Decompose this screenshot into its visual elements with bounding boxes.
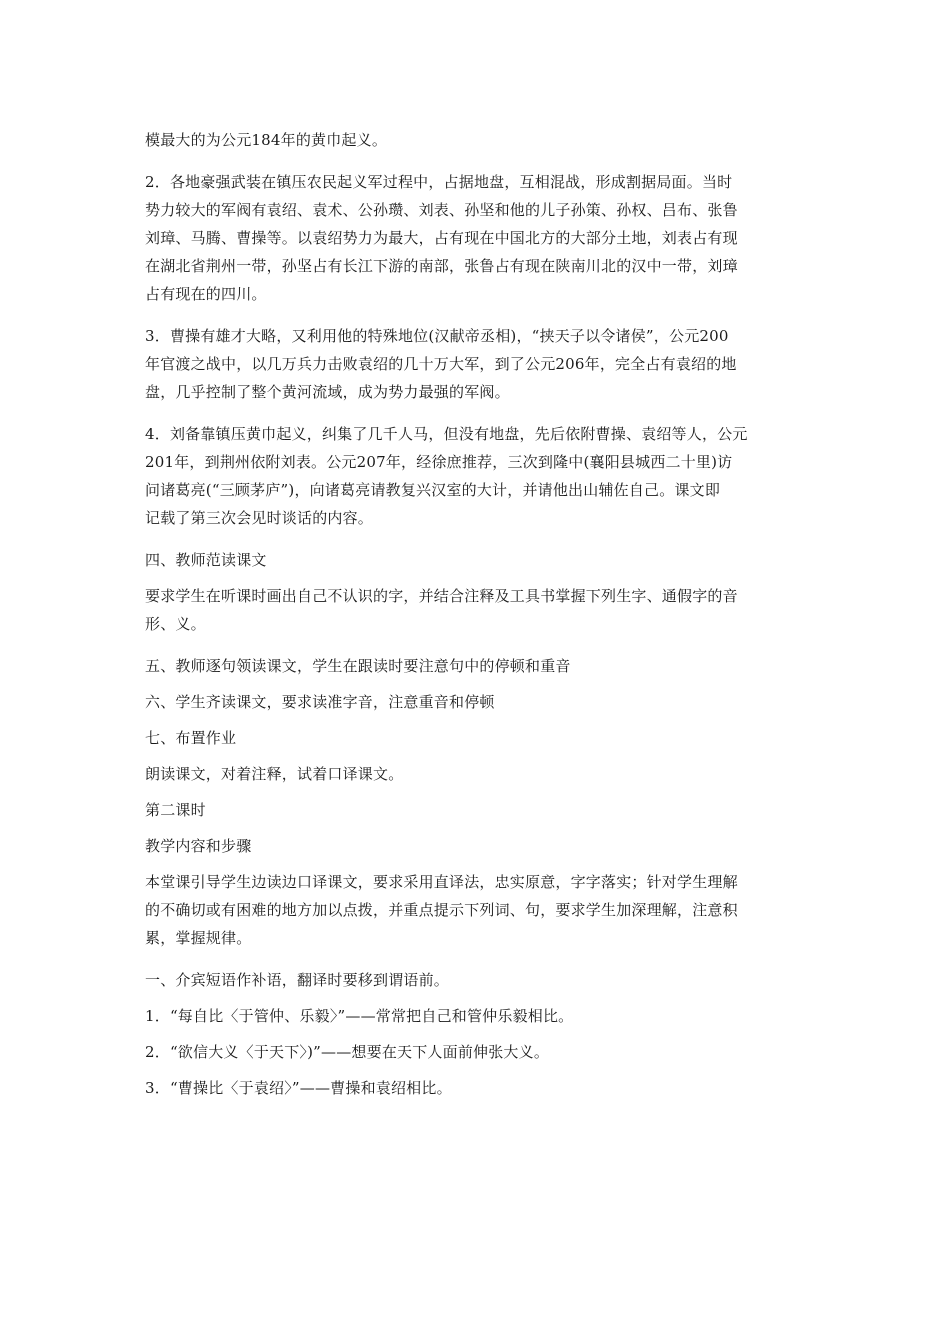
text-line: 要求学生在听课时画出自己不认识的字，并结合注释及工具书掌握下列生字、通假字的音 xyxy=(145,587,738,605)
lesson-heading xyxy=(145,796,810,824)
section-heading-4 xyxy=(145,546,810,574)
paragraph-7 xyxy=(145,868,810,952)
text-line: 本堂课引导学生边读边口译课文，要求采用直译法，忠实原意，字字落实；针对学生理解 xyxy=(145,873,738,891)
list-item xyxy=(145,1038,810,1066)
text-line: 2．各地豪强武装在镇压农民起义军过程中，占据地盘，互相混战，形成割据局面。当时 xyxy=(145,173,733,191)
text-line: 一、介宾短语作补语，翻译时要移到谓语前。 xyxy=(145,971,450,989)
paragraph-5 xyxy=(145,582,810,638)
text-line: 问诸葛亮(“三顾茅庐”)，向诸葛亮请教复兴汉室的大计，并请他出山辅佐自己。课文即 xyxy=(145,481,721,499)
list-item xyxy=(145,1074,810,1102)
subheading xyxy=(145,832,810,860)
text-line: 七、布置作业 xyxy=(145,729,237,747)
text-line: 占有现在的四川。 xyxy=(145,285,267,303)
text-line: 3．曹操有雄才大略，又利用他的特殊地位(汉献帝丞相)，“挟天子以令诸侯”，公元200 xyxy=(145,327,729,345)
section-heading-5 xyxy=(145,652,810,680)
paragraph-6 xyxy=(145,760,810,788)
text-line: 五、教师逐句领读课文，学生在跟读时要注意句中的停顿和重音 xyxy=(145,657,571,675)
text-line: 形、义。 xyxy=(145,615,206,633)
paragraph-2 xyxy=(145,168,810,308)
text-line: 的不确切或有困难的地方加以点拨，并重点提示下列词、句，要求学生加深理解，注意积 xyxy=(145,901,738,919)
text-line: 盘，几乎控制了整个黄河流域，成为势力最强的军阀。 xyxy=(145,383,510,401)
text-line: 四、教师范读课文 xyxy=(145,551,267,569)
text-line: 模最大的为公元184年的黄巾起义。 xyxy=(145,131,388,149)
paragraph-1 xyxy=(145,126,810,154)
text-line: 朗读课文，对着注释，试着口译课文。 xyxy=(145,765,404,783)
text-line: 201年，到荆州依附刘表。公元207年，经徐庶推荐，三次到隆中(襄阳县城西二十里)访 xyxy=(145,453,733,471)
text-line: 年官渡之战中，以几万兵力击败袁绍的几十万大军，到了公元206年，完全占有袁绍的地 xyxy=(145,355,737,373)
list-item xyxy=(145,1002,810,1030)
paragraph-4 xyxy=(145,420,810,532)
text-line: 2．“欲信大义〈于天下〉)”——想要在天下人面前伸张大义。 xyxy=(145,1043,550,1061)
text-line: 4．刘备靠镇压黄巾起义，纠集了几千人马，但没有地盘，先后依附曹操、袁绍等人，公元 xyxy=(145,425,748,443)
text-line: 教学内容和步骤 xyxy=(145,837,252,855)
text-line: 第二课时 xyxy=(145,801,206,819)
text-line: 3．“曹操比〈于袁绍〉”——曹操和袁绍相比。 xyxy=(145,1079,452,1097)
section-heading-1 xyxy=(145,966,810,994)
text-line: 累，掌握规律。 xyxy=(145,929,252,947)
text-line: 势力较大的军阀有袁绍、袁术、公孙瓒、刘表、孙坚和他的儿子孙策、孙权、吕布、张鲁 xyxy=(145,201,738,219)
paragraph-3 xyxy=(145,322,810,406)
text-line: 1．“每自比〈于管仲、乐毅〉”——常常把自己和管仲乐毅相比。 xyxy=(145,1007,574,1025)
text-line: 六、学生齐读课文，要求读准字音，注意重音和停顿 xyxy=(145,693,495,711)
text-line: 记载了第三次会见时谈话的内容。 xyxy=(145,509,374,527)
document-body xyxy=(145,126,810,1110)
text-line: 刘璋、马腾、曹操等。以袁绍势力为最大，占有现在中国北方的大部分土地，刘表占有现 xyxy=(145,229,738,247)
text-line: 在湖北省荆州一带，孙坚占有长江下游的南部，张鲁占有现在陕南川北的汉中一带，刘璋 xyxy=(145,257,738,275)
section-heading-7 xyxy=(145,724,810,752)
section-heading-6 xyxy=(145,688,810,716)
